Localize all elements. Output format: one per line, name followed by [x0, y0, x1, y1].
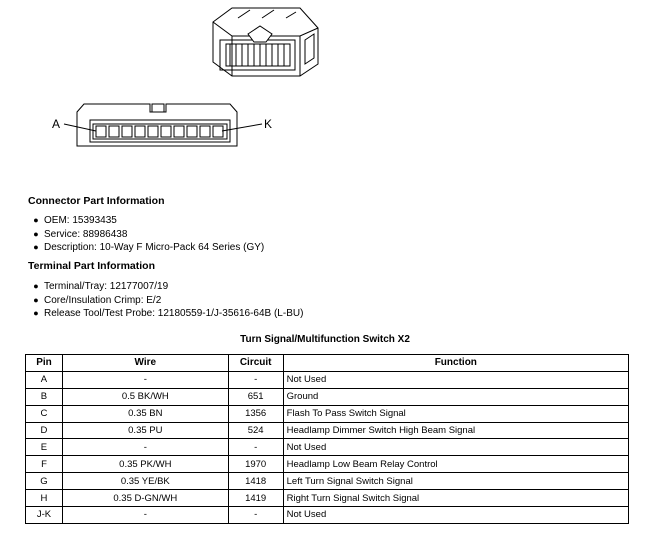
cell-pin: J-K — [26, 507, 63, 524]
table-row — [26, 490, 629, 507]
table-row — [26, 422, 629, 439]
cell-wire: 0.35 YE/BK — [62, 473, 228, 490]
table-header-row — [26, 355, 629, 372]
cell-circuit: - — [228, 439, 283, 456]
table-row — [26, 473, 629, 490]
list-item: ● Service: 88986438 — [28, 228, 264, 242]
table-row — [26, 507, 629, 524]
table-title: Turn Signal/Multifunction Switch X2 — [240, 334, 410, 345]
table-row — [26, 388, 629, 405]
cell-pin: B — [26, 388, 63, 405]
list-item: ● Release Tool/Test Probe: 12180559-1/J-35616-64B (L-BU) — [28, 307, 303, 321]
connector-drawing — [0, 0, 650, 180]
cell-wire: - — [62, 371, 228, 388]
table-row — [26, 456, 629, 473]
cell-circuit: 651 — [228, 388, 283, 405]
table-row — [26, 405, 629, 422]
cell-wire: 0.35 BN — [62, 405, 228, 422]
pin-label-k: K — [264, 117, 273, 131]
cell-wire: 0.35 D-GN/WH — [62, 490, 228, 507]
cell-function: Not Used — [283, 371, 628, 388]
cell-wire: 0.35 PU — [62, 422, 228, 439]
connector-part-info-heading: Connector Part Information — [28, 195, 165, 207]
cell-function: Not Used — [283, 439, 628, 456]
cell-function: Right Turn Signal Switch Signal — [283, 490, 628, 507]
cell-function: Left Turn Signal Switch Signal — [283, 473, 628, 490]
bullet-icon: ● — [33, 294, 39, 305]
header-circuit: Circuit — [228, 355, 283, 372]
table-row — [26, 439, 629, 456]
cell-pin: H — [26, 490, 63, 507]
pinout-table — [25, 354, 629, 524]
connector-front-view — [64, 104, 262, 146]
cell-pin: G — [26, 473, 63, 490]
header-function: Function — [283, 355, 628, 372]
header-wire: Wire — [62, 355, 228, 372]
cell-function: Headlamp Dimmer Switch High Beam Signal — [283, 422, 628, 439]
cell-function: Flash To Pass Switch Signal — [283, 405, 628, 422]
list-item: ● Terminal/Tray: 12177007/19 — [28, 280, 303, 294]
cell-circuit: 1419 — [228, 490, 283, 507]
bullet-icon: ● — [33, 215, 39, 225]
cell-pin: A — [26, 371, 63, 388]
table-row — [26, 371, 629, 388]
bullet-icon: ● — [33, 308, 39, 318]
list-item: ● OEM: 15393435 — [28, 214, 264, 228]
cell-circuit: 1418 — [228, 473, 283, 490]
list-item: ● Description: 10-Way F Micro-Pack 64 Series (GY) — [28, 241, 264, 255]
cell-circuit: - — [228, 507, 283, 524]
cell-wire: - — [62, 507, 228, 524]
cell-wire: 0.35 PK/WH — [62, 456, 228, 473]
terminal-part-info-heading: Terminal Part Information — [28, 260, 155, 272]
bullet-icon: ● — [33, 281, 39, 291]
cell-pin: D — [26, 422, 63, 439]
cell-function: Not Used — [283, 507, 628, 524]
cell-wire: 0.5 BK/WH — [62, 388, 228, 405]
cell-circuit: 1970 — [228, 456, 283, 473]
bullet-icon: ● — [33, 242, 39, 252]
pin-label-a: A — [52, 117, 61, 131]
header-pin: Pin — [26, 355, 63, 372]
cell-circuit: 1356 — [228, 405, 283, 422]
connector-isometric-view — [213, 8, 318, 76]
cell-pin: F — [26, 456, 63, 473]
cell-circuit: 524 — [228, 422, 283, 439]
cell-function: Ground — [283, 388, 628, 405]
bullet-icon: ● — [33, 228, 39, 239]
terminal-part-info-list — [28, 280, 303, 321]
cell-function: Headlamp Low Beam Relay Control — [283, 456, 628, 473]
cell-wire: - — [62, 439, 228, 456]
list-item: ● Core/Insulation Crimp: E/2 — [28, 294, 303, 308]
cell-pin: C — [26, 405, 63, 422]
cell-pin: E — [26, 439, 63, 456]
cell-circuit: - — [228, 371, 283, 388]
connector-part-info-list — [28, 214, 264, 255]
